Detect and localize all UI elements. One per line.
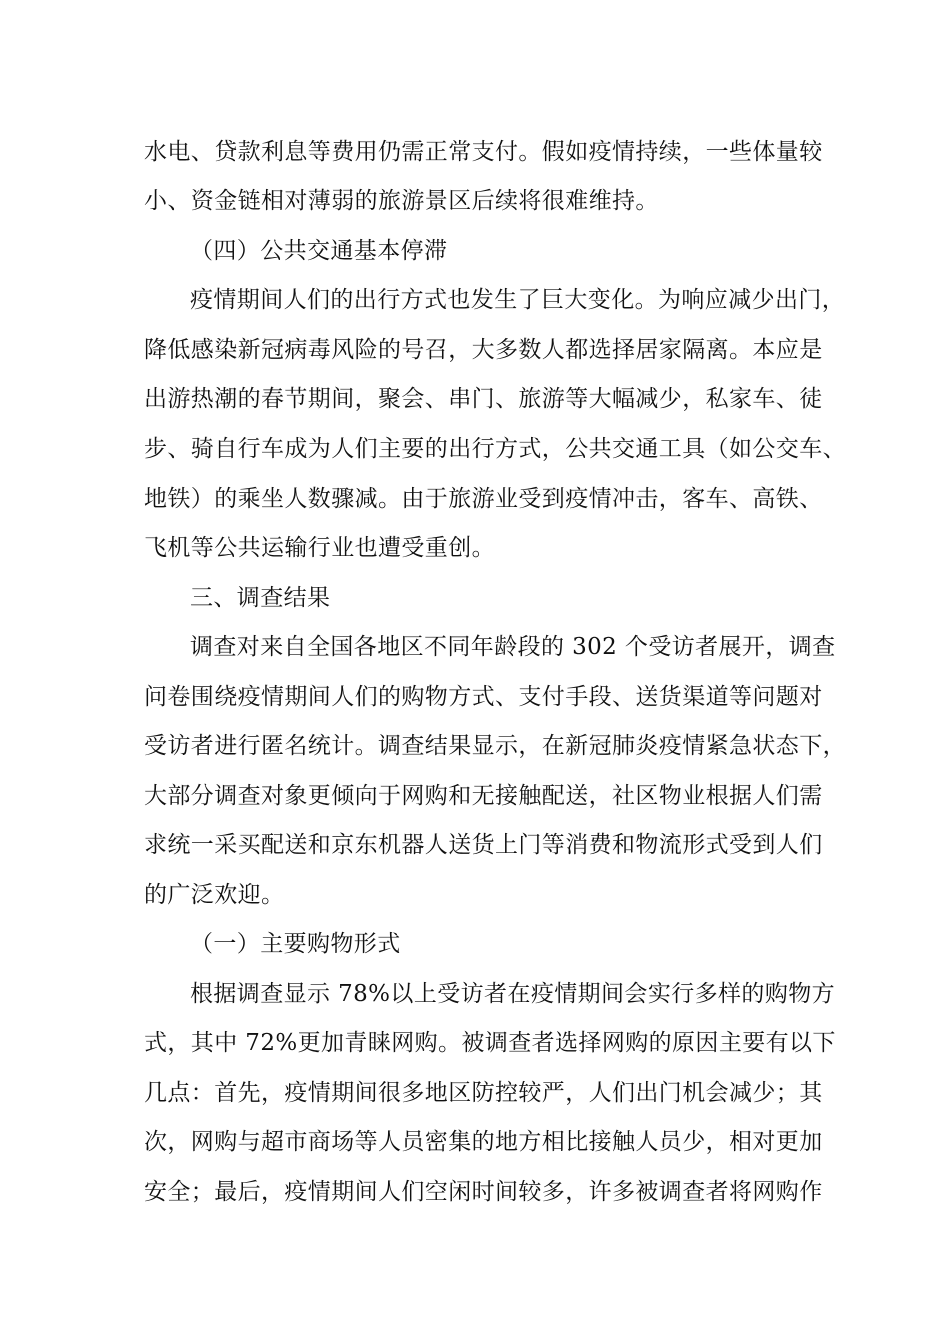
body-text-line: 降低感染新冠病毒风险的号召，大多数人都选择居家隔离。本应是 xyxy=(144,337,823,363)
body-text-line: 受访者进行匿名统计。调查结果显示，在新冠肺炎疫情紧急状态下， xyxy=(144,733,846,759)
chapter-heading: 三、调查结果 xyxy=(190,585,331,611)
body-text-line: 调查对来自全国各地区不同年龄段的 302 个受访者展开，调查 xyxy=(190,634,836,660)
body-text-line: 根据调查显示 78%以上受访者在疫情期间会实行多样的购物方 xyxy=(190,981,836,1007)
body-text-line: 步、骑自行车成为人们主要的出行方式，公共交通工具（如公交车、 xyxy=(144,436,846,462)
section-heading: （四）公共交通基本停滞 xyxy=(190,238,448,264)
body-text-line: 小、资金链相对薄弱的旅游景区后续将很难维持。 xyxy=(144,188,659,214)
body-text-line: 大部分调查对象更倾向于网购和无接触配送，社区物业根据人们需 xyxy=(144,783,823,809)
body-text-line: 的广泛欢迎。 xyxy=(144,882,285,908)
body-text-line: 几点：首先，疫情期间很多地区防控较严，人们出门机会减少；其 xyxy=(144,1080,823,1106)
body-text-line: 式，其中 72%更加青睐网购。被调查者选择网购的原因主要有以下 xyxy=(144,1030,836,1056)
body-text-line: 次，网购与超市商场等人员密集的地方相比接触人员少，相对更加 xyxy=(144,1129,823,1155)
body-text-line: 疫情期间人们的出行方式也发生了巨大变化。为响应减少出门， xyxy=(190,287,846,313)
body-text-line: 求统一采买配送和京东机器人送货上门等消费和物流形式受到人们 xyxy=(144,832,823,858)
section-heading: （一）主要购物形式 xyxy=(190,931,401,957)
body-text-line: 安全；最后，疫情期间人们空闲时间较多，许多被调查者将网购作 xyxy=(144,1179,823,1205)
body-text-line: 问卷围绕疫情期间人们的购物方式、支付手段、送货渠道等问题对 xyxy=(144,684,823,710)
body-text-line: 出游热潮的春节期间，聚会、串门、旅游等大幅减少，私家车、徒 xyxy=(144,386,823,412)
body-text-line: 水电、贷款利息等费用仍需正常支付。假如疫情持续，一些体量较 xyxy=(144,139,823,165)
body-text-line: 飞机等公共运输行业也遭受重创。 xyxy=(144,535,495,561)
body-text-line: 地铁）的乘坐人数骤减。由于旅游业受到疫情冲击，客车、高铁、 xyxy=(144,486,823,512)
